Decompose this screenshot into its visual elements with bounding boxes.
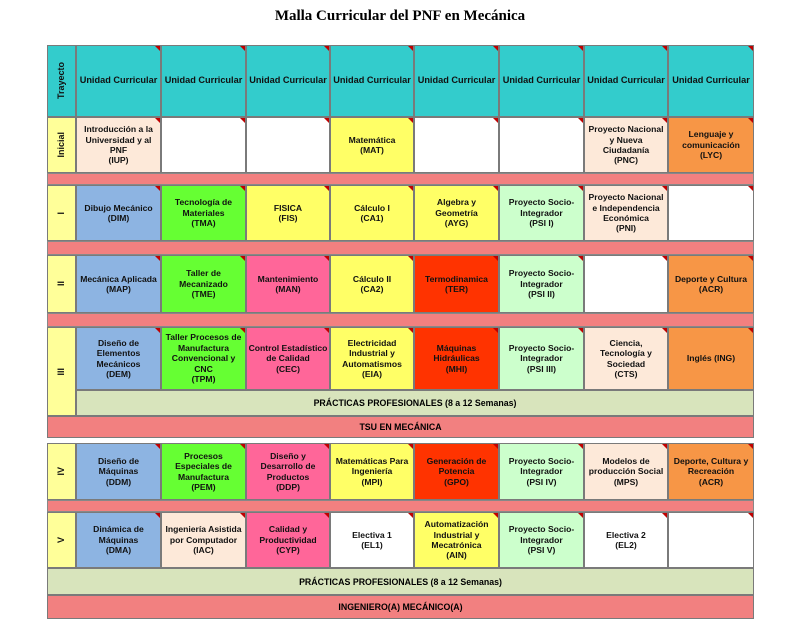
course-cell bbox=[668, 185, 754, 241]
course-cell bbox=[414, 185, 499, 241]
course-cell bbox=[161, 185, 246, 241]
course-code: (EL1) bbox=[361, 540, 383, 550]
course-cell bbox=[330, 117, 414, 173]
course-cell bbox=[499, 327, 584, 390]
course-name: Mantenimiento bbox=[257, 273, 319, 284]
course-code: (PSI I) bbox=[529, 218, 554, 229]
column-header: Unidad Curricular bbox=[330, 45, 414, 117]
row-separator bbox=[47, 173, 754, 185]
course-name: Proyecto Socio-Integrador bbox=[508, 342, 575, 364]
course-name: Proyecto Socio-Integrador bbox=[508, 268, 575, 289]
course-cell bbox=[246, 255, 330, 313]
trayecto-label-text: V bbox=[56, 536, 67, 543]
course-cell bbox=[584, 185, 668, 241]
course-code: (CYP) bbox=[276, 545, 300, 556]
course-cell bbox=[330, 512, 414, 568]
course-name: Cálculo II bbox=[352, 273, 392, 284]
row-separator bbox=[47, 241, 754, 255]
course-code: (MHI) bbox=[445, 363, 468, 374]
course-code: (PSI V) bbox=[527, 545, 556, 556]
course-name: Electricidad Industrial y Automatismos bbox=[342, 337, 402, 369]
course-code: (EL2) bbox=[615, 540, 637, 550]
course-code: (DIM) bbox=[107, 213, 130, 223]
tsu-band: TSU EN MECÁNICA bbox=[47, 416, 754, 438]
course-name: Inglés (ING) bbox=[686, 353, 736, 364]
course-code: (EIA) bbox=[361, 368, 383, 379]
curriculum-table bbox=[47, 45, 754, 619]
course-code: (GPO) bbox=[444, 476, 469, 487]
course-code: (DMA) bbox=[105, 545, 132, 556]
course-cell bbox=[414, 512, 499, 568]
course-cell bbox=[76, 255, 161, 313]
course-name: Deporte, Cultura y Recreación bbox=[673, 455, 749, 477]
course-cell bbox=[161, 255, 246, 313]
trayecto-label-t5 bbox=[47, 512, 76, 568]
column-header: Unidad Curricular bbox=[668, 45, 754, 117]
course-name: Ingeniería Asistida por Computador bbox=[165, 524, 242, 545]
course-cell bbox=[668, 443, 754, 500]
course-name: Deporte y Cultura bbox=[674, 273, 748, 284]
course-cell bbox=[414, 327, 499, 390]
course-cell bbox=[330, 185, 414, 241]
course-name: Taller Procesos de Manufactura Convencional y CNC bbox=[165, 332, 242, 374]
course-cell bbox=[246, 117, 330, 173]
course-name: Taller de Mecanizado bbox=[179, 268, 228, 289]
course-name: Diseño y Desarrollo de Productos bbox=[260, 450, 316, 482]
trayecto-header bbox=[47, 45, 76, 117]
course-cell bbox=[668, 512, 754, 568]
course-cell bbox=[76, 327, 161, 390]
course-name: Automatización Industrial y Mecatrónica bbox=[424, 519, 489, 550]
course-code: (MAP) bbox=[106, 284, 131, 294]
course-code: (MPS) bbox=[613, 476, 639, 487]
course-name: Tecnología de Materiales bbox=[174, 197, 233, 218]
course-cell bbox=[668, 327, 754, 390]
course-cell bbox=[414, 255, 499, 313]
course-code: (DEM) bbox=[106, 368, 131, 379]
course-cell bbox=[584, 117, 668, 173]
course-code: (ACR) bbox=[698, 284, 724, 294]
column-header: Unidad Curricular bbox=[161, 45, 246, 117]
trayecto-label-t2 bbox=[47, 255, 76, 313]
course-name: Modelos de producción Social bbox=[588, 455, 664, 477]
trayecto-label-text: I bbox=[56, 211, 67, 215]
course-name: Proyecto Socio-Integrador bbox=[508, 197, 575, 218]
trayecto-label-text: IV bbox=[56, 467, 67, 476]
course-code: (MAN) bbox=[275, 284, 301, 294]
course-name: FISICA bbox=[273, 202, 303, 213]
course-code: (IUP) bbox=[108, 155, 129, 166]
trayecto-label-text: Inicial bbox=[56, 132, 67, 158]
course-name: Proyecto Nacional e Independencia Económica bbox=[588, 192, 664, 223]
course-cell bbox=[76, 512, 161, 568]
course-name: Diseño de Máquinas bbox=[97, 455, 140, 477]
course-code: (LYC) bbox=[699, 150, 723, 161]
course-name: Calidad y Productividad bbox=[259, 524, 317, 545]
course-cell bbox=[668, 117, 754, 173]
trayecto-label-t4 bbox=[47, 443, 76, 500]
course-code: (MAT) bbox=[360, 145, 384, 155]
course-code: (PNI) bbox=[615, 223, 637, 234]
course-name: Matemáticas Para Ingeniería bbox=[335, 455, 409, 477]
course-code: (MPI) bbox=[361, 476, 383, 487]
course-cell bbox=[499, 512, 584, 568]
course-code: (AIN) bbox=[446, 550, 467, 561]
course-name: Termodinamica bbox=[425, 273, 488, 284]
course-name: Proyecto Socio-Integrador bbox=[508, 455, 575, 477]
course-name: Algebra y Geometría bbox=[435, 197, 478, 218]
course-code: (PEM) bbox=[191, 481, 216, 492]
course-cell bbox=[330, 255, 414, 313]
column-header: Unidad Curricular bbox=[246, 45, 330, 117]
course-cell bbox=[161, 512, 246, 568]
course-cell bbox=[584, 255, 668, 313]
course-code: (DDP) bbox=[276, 481, 300, 492]
course-name: Diseño de Elementos Mecánicos bbox=[96, 337, 141, 369]
practicas-band-1: PRÁCTICAS PROFESIONALES (8 a 12 Semanas) bbox=[76, 390, 754, 416]
course-code: (PSI III) bbox=[526, 363, 557, 374]
page-title: Malla Curricular del PNF en Mecánica bbox=[274, 8, 526, 24]
course-name: Dinámica de Máquinas bbox=[93, 524, 144, 545]
trayecto-label-t3 bbox=[47, 327, 76, 416]
column-header: Unidad Curricular bbox=[499, 45, 584, 117]
course-name: Control Estadístico de Calidad bbox=[248, 342, 328, 364]
course-code: (FIS) bbox=[278, 213, 298, 223]
course-name: Ciencia, Tecnología y Sociedad bbox=[600, 337, 652, 369]
course-code: (PSI II) bbox=[528, 289, 555, 300]
course-code: (CEC) bbox=[276, 363, 300, 374]
course-code: (AYG) bbox=[444, 218, 469, 229]
course-cell bbox=[499, 255, 584, 313]
course-cell bbox=[499, 185, 584, 241]
course-cell bbox=[499, 443, 584, 500]
course-code: (DDM) bbox=[105, 476, 132, 487]
course-code: (PNC) bbox=[614, 155, 638, 166]
course-code: (PSI IV) bbox=[526, 476, 557, 487]
course-name: Matemática bbox=[348, 134, 396, 145]
practicas-band-2: PRÁCTICAS PROFESIONALES (8 a 12 Semanas) bbox=[47, 568, 754, 595]
course-cell bbox=[76, 117, 161, 173]
course-name: Cálculo I bbox=[354, 202, 390, 213]
trayecto-label-inicial bbox=[47, 117, 76, 173]
course-name: Electiva 1 bbox=[352, 529, 392, 540]
course-code: (ACR) bbox=[698, 476, 724, 487]
course-cell bbox=[584, 443, 668, 500]
column-header: Unidad Curricular bbox=[76, 45, 161, 117]
trayecto-label-text: II bbox=[56, 281, 67, 287]
course-cell bbox=[499, 117, 584, 173]
trayecto-label-text: III bbox=[56, 367, 67, 376]
ingeniero-band: INGENIERO(A) MECÁNICO(A) bbox=[47, 595, 754, 619]
course-cell bbox=[414, 117, 499, 173]
course-code: (IAC) bbox=[193, 545, 214, 556]
column-header: Unidad Curricular bbox=[584, 45, 668, 117]
course-name: Máquinas Hidráulicas bbox=[433, 342, 480, 364]
course-code: (TER) bbox=[445, 284, 468, 294]
course-cell bbox=[584, 512, 668, 568]
course-cell bbox=[414, 443, 499, 500]
course-name: Electiva 2 bbox=[606, 529, 646, 540]
course-name: Mecánica Aplicada bbox=[80, 273, 157, 284]
course-code: (CTS) bbox=[614, 368, 638, 379]
course-cell bbox=[668, 255, 754, 313]
course-cell bbox=[246, 327, 330, 390]
course-name: Proyecto Socio-Integrador bbox=[508, 524, 575, 545]
course-cell bbox=[76, 443, 161, 500]
course-name: Dibujo Mecánico bbox=[84, 202, 153, 213]
row-separator bbox=[47, 500, 754, 512]
course-name: Proyecto Nacional y Nueva Ciudadanía bbox=[588, 124, 664, 155]
course-cell bbox=[76, 185, 161, 241]
course-code: (TPM) bbox=[191, 374, 216, 385]
course-cell bbox=[161, 117, 246, 173]
course-cell bbox=[161, 327, 246, 390]
trayecto-header-label: Trayecto bbox=[56, 62, 67, 100]
course-name: Lenguaje y comunicación bbox=[682, 129, 740, 150]
course-name: Introducción a la Universidad y al PNF bbox=[84, 124, 153, 155]
course-cell bbox=[584, 327, 668, 390]
course-code: (CA2) bbox=[360, 284, 384, 294]
trayecto-label-t1 bbox=[47, 185, 76, 241]
course-name: Procesos Especiales de Manufactura bbox=[175, 450, 232, 482]
course-code: (CA1) bbox=[360, 213, 384, 223]
course-cell bbox=[330, 327, 414, 390]
course-cell bbox=[246, 185, 330, 241]
course-cell bbox=[330, 443, 414, 500]
course-cell bbox=[246, 512, 330, 568]
course-cell bbox=[161, 443, 246, 500]
course-code: (TME) bbox=[191, 289, 216, 300]
course-name: Generación de Potencia bbox=[426, 455, 487, 477]
column-header: Unidad Curricular bbox=[414, 45, 499, 117]
course-cell bbox=[246, 443, 330, 500]
course-code: (TMA) bbox=[191, 218, 216, 229]
row-separator bbox=[47, 313, 754, 327]
